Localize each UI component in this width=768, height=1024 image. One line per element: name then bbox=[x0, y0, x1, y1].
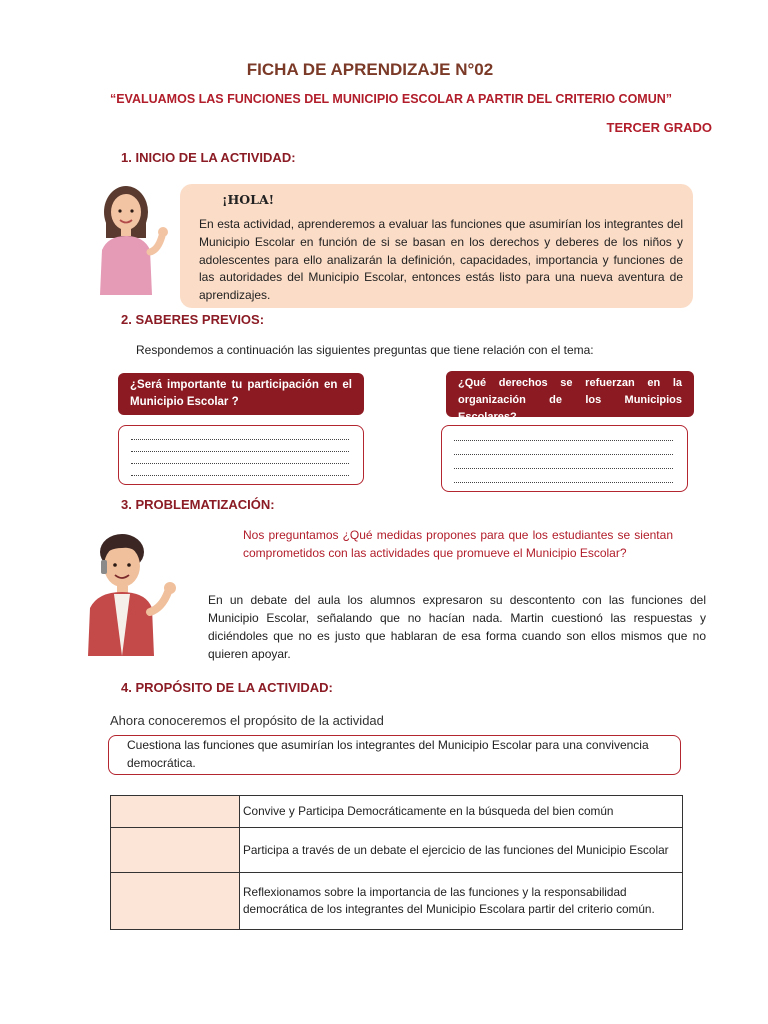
section-heading-saberes: 2. SABERES PREVIOS: bbox=[121, 312, 265, 327]
criteria-cell: Convive y Participa Democráticamente en la búsqueda del bien común bbox=[240, 796, 683, 828]
greeting-text: ¡HOLA! bbox=[222, 192, 275, 207]
table-row bbox=[111, 828, 683, 873]
section-heading-problematizacion: 3. PROBLEMATIZACIÓN: bbox=[121, 497, 275, 512]
boy-illustration bbox=[86, 528, 186, 656]
section-heading-proposito: 4. PROPÓSITO DE LA ACTIVIDAD: bbox=[121, 680, 333, 695]
criteria-cell-blank bbox=[111, 873, 240, 930]
section-heading-inicio: 1. INICIO DE LA ACTIVIDAD: bbox=[121, 150, 296, 165]
problem-question: Nos preguntamos ¿Qué medidas propones para que los estudiantes se sientan comprometidos con las actividades que promueve el Municipio Escolar? bbox=[243, 528, 673, 560]
page-subtitle: “EVALUAMOS LAS FUNCIONES DEL MUNICIPIO ESCOLAR A PARTIR DEL CRITERIO COMUN” bbox=[109, 92, 673, 106]
criteria-table bbox=[110, 795, 683, 930]
debate-paragraph: En un debate del aula los alumnos expresaron su descontento con las funciones del Municipio Escolar, señalando que no hacían nada. Martin cuestionó las respuestas y diciéndoles que no es justo que hablaran de esa forma cuando son ellos mismos que no quieren apoyar. bbox=[208, 593, 706, 661]
answer-box-rights[interactable] bbox=[441, 425, 688, 492]
table-row bbox=[111, 873, 683, 930]
intro-paragraph: En esta actividad, aprenderemos a evaluar las funciones que asumirían los integrantes del Municipio Escolar en función de si se basan en los derechos y deberes de los niños y adolescentes para ello analizarán la definición, capacidades, importancia y funciones de las autoridades del Municipio Escolar, entonces estás listo para una nueva aventura de aprendizajes. bbox=[199, 217, 683, 303]
criteria-cell: Participa a través de un debate el ejercicio de las funciones del Municipio Escolar bbox=[240, 828, 683, 873]
criteria-cell: Reflexionamos sobre la importancia de las funciones y la responsabilidad democrática de los integrantes del Municipio Escolara partir del criterio común. bbox=[240, 873, 683, 930]
criteria-cell-blank bbox=[111, 828, 240, 873]
proposito-lead: Ahora conoceremos el propósito de la actividad bbox=[110, 713, 384, 728]
criteria-cell-blank bbox=[111, 796, 240, 828]
answer-box-participation[interactable] bbox=[118, 425, 364, 485]
question-box-rights: ¿Qué derechos se refuerzan en la organización de los Municipios Escolares? bbox=[446, 371, 694, 417]
page-title: FICHA DE APRENDIZAJE N°02 bbox=[246, 60, 494, 79]
table-row bbox=[111, 796, 683, 828]
question-box-participation: ¿Será importante tu participación en el Municipio Escolar ? bbox=[118, 373, 364, 415]
grade-label: TERCER GRADO bbox=[606, 120, 712, 135]
purpose-text: Cuestiona las funciones que asumirían los integrantes del Municipio Escolar para una convivencia democrática. bbox=[127, 738, 649, 770]
saberes-instruction: Respondemos a continuación las siguientes preguntas que tiene relación con el tema: bbox=[136, 343, 594, 357]
girl-illustration bbox=[88, 180, 178, 295]
